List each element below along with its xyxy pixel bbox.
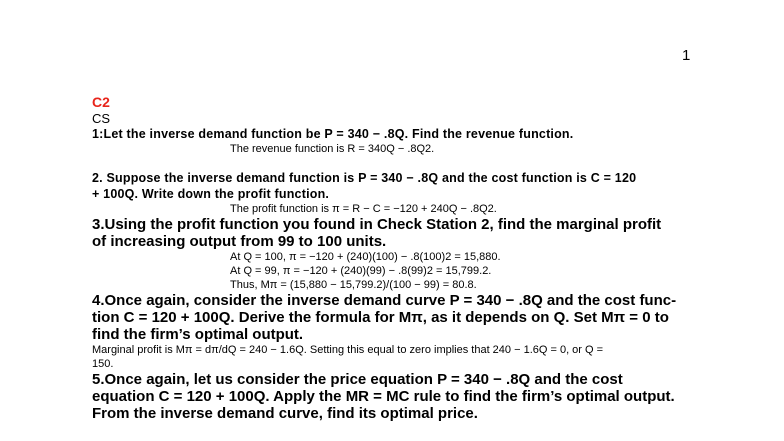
- question-3-line-2: of increasing output from 99 to 100 units.: [92, 233, 387, 250]
- question-4-line-3: find the firm’s optimal output.: [92, 326, 304, 343]
- answer-2: The profit function is π = R − C = −120 + 240Q − .8Q2.: [230, 203, 497, 215]
- question-4-line-1: 4.Once again, consider the inverse demand curve P = 340 − .8Q and the cost func-: [92, 292, 677, 309]
- answer-4-line-1: Marginal profit is Mπ = dπ/dQ = 240 − 1.6Q. Setting this equal to zero implies that 240 − 1.6Q = 0, or Q =: [92, 344, 604, 356]
- answer-3-line-1: At Q = 100, π = −120 + (240)(100) − .8(100)2 = 15,880.: [230, 251, 501, 263]
- answer-3-line-3: Thus, Mπ = (15,880 − 15,799.2)/(100 − 99) = 80.8.: [230, 279, 477, 291]
- answer-1: The revenue function is R = 340Q − .8Q2.: [230, 143, 435, 155]
- answer-3-line-2: At Q = 99, π = −120 + (240)(99) − .8(99)2 = 15,799.2.: [230, 265, 492, 277]
- question-5-line-1: 5.Once again, let us consider the price equation P = 340 − .8Q and the cost: [92, 371, 623, 388]
- page-number: 1: [682, 47, 691, 64]
- question-3-line-1: 3.Using the profit function you found in Check Station 2, find the marginal profit: [92, 216, 662, 233]
- question-2-line-2: + 100Q. Write down the profit function.: [92, 187, 330, 201]
- question-2-line-1: 2. Suppose the inverse demand function is P = 340 − .8Q and the cost function is C = 120: [92, 171, 637, 185]
- answer-4-line-2: 150.: [92, 358, 114, 370]
- document-body: [92, 94, 704, 422]
- question-5-line-3: From the inverse demand curve, find its optimal price.: [92, 405, 478, 422]
- question-5-line-2: equation C = 120 + 100Q. Apply the MR = MC rule to find the firm’s optimal output.: [92, 388, 675, 405]
- question-1: 1:Let the inverse demand function be P = 340 − .8Q. Find the revenue function.: [92, 127, 574, 141]
- question-4-line-2: tion C = 120 + 100Q. Derive the formula for Mπ, as it depends on Q. Set Mπ = 0 to: [92, 309, 669, 326]
- section-code: C2: [92, 94, 110, 110]
- section-label: CS: [92, 111, 111, 126]
